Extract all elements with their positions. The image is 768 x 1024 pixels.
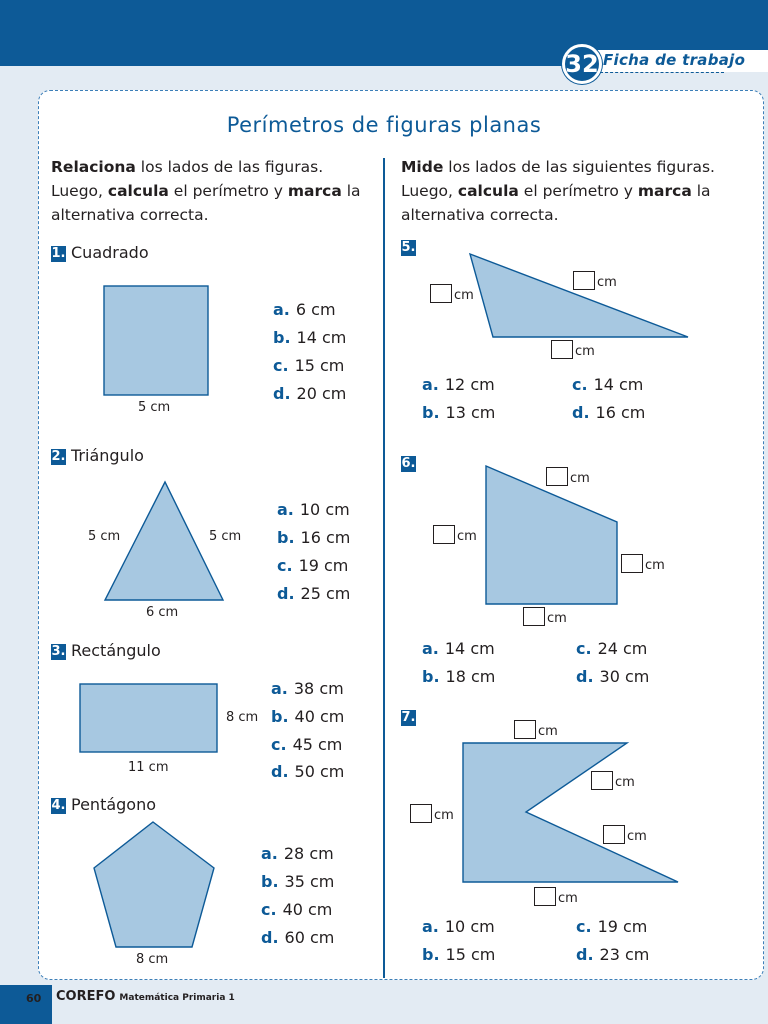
measure-input-group[interactable]: cm <box>523 607 567 626</box>
measure-input-box[interactable] <box>433 525 455 544</box>
answer-option[interactable]: b. 35 cm <box>261 872 335 891</box>
measure-input-group[interactable]: cm <box>433 525 477 544</box>
answer-option[interactable]: d. 60 cm <box>261 928 335 947</box>
exercise-number: 3. <box>51 644 66 659</box>
instr-text: los lados de las figuras. <box>135 158 324 176</box>
measure-input-group[interactable]: cm <box>514 720 558 739</box>
instr-text: Luego, <box>51 182 108 200</box>
side-measure: 6 cm <box>146 605 179 620</box>
publisher-name: COREFO <box>56 989 116 1004</box>
instr-keyword: marca <box>287 182 342 200</box>
side-measure: 8 cm <box>226 710 259 725</box>
exercise-number: 7. <box>401 710 416 725</box>
square-shape <box>104 286 208 395</box>
rectangle-shape <box>80 684 217 752</box>
answer-option[interactable]: b. 16 cm <box>277 528 351 547</box>
answer-option[interactable]: d. 16 cm <box>572 403 646 422</box>
answer-option[interactable]: a. 28 cm <box>261 844 334 863</box>
answer-option[interactable]: d. 50 cm <box>271 762 345 781</box>
exercise-number: 5. <box>401 240 416 255</box>
measure-input-box[interactable] <box>514 720 536 739</box>
sheet-label: Ficha de trabajo <box>603 51 746 69</box>
exercise-name: Pentágono <box>71 795 157 814</box>
answer-option[interactable]: c. 24 cm <box>576 639 648 658</box>
page-number: 60 <box>26 992 42 1005</box>
sheet-number-badge: 32 <box>562 44 602 84</box>
answer-option[interactable]: a. 14 cm <box>422 639 495 658</box>
answer-option[interactable]: d. 30 cm <box>576 667 650 686</box>
instr-keyword: calcula <box>457 182 519 200</box>
instr-text: Luego, <box>401 182 458 200</box>
instr-text: la <box>691 182 711 200</box>
answer-option[interactable]: c. 40 cm <box>261 900 333 919</box>
measure-input-group[interactable]: cm <box>591 771 635 790</box>
side-measure: 5 cm <box>138 400 171 415</box>
instr-text: el perímetro y <box>168 182 288 200</box>
answer-option[interactable]: a. 10 cm <box>277 500 350 519</box>
answer-option[interactable]: c. 45 cm <box>271 735 343 754</box>
exercise-number: 4. <box>51 798 66 813</box>
side-measure: 11 cm <box>128 760 169 775</box>
instr-text: el perímetro y <box>518 182 638 200</box>
measure-input-box[interactable] <box>410 804 432 823</box>
answer-option[interactable]: b. 15 cm <box>422 945 496 964</box>
measure-input-box[interactable] <box>546 467 568 486</box>
measure-input-group[interactable]: cm <box>430 284 474 303</box>
instr-text: alternativa correcta. <box>401 206 559 224</box>
measure-input-box[interactable] <box>534 887 556 906</box>
answer-option[interactable]: a. 38 cm <box>271 679 344 698</box>
figure-7-arrow-shape <box>463 743 678 882</box>
measure-input-box[interactable] <box>573 271 595 290</box>
side-measure: 5 cm <box>88 529 121 544</box>
exercise-name: Cuadrado <box>71 243 149 262</box>
instr-keyword: Relaciona <box>51 158 136 176</box>
figure-6-trapezoid-shape <box>486 466 617 604</box>
measure-input-group[interactable]: cm <box>621 554 665 573</box>
measure-input-box[interactable] <box>551 340 573 359</box>
measure-input-group[interactable]: cm <box>551 340 595 359</box>
instr-keyword: Mide <box>401 158 444 176</box>
answer-option[interactable]: d. 20 cm <box>273 384 347 403</box>
footer-text <box>56 989 235 1004</box>
book-title: Matemática Primaria 1 <box>119 993 235 1003</box>
answer-option[interactable]: b. 18 cm <box>422 667 496 686</box>
answer-option[interactable]: b. 13 cm <box>422 403 496 422</box>
instr-text: alternativa correcta. <box>51 206 209 224</box>
pentagon-shape <box>94 822 214 947</box>
measure-input-group[interactable]: cm <box>546 467 590 486</box>
figure-5-triangle-shape <box>470 254 688 337</box>
answer-option[interactable]: c. 15 cm <box>273 356 345 375</box>
exercise-name: Triángulo <box>71 446 144 465</box>
answer-option[interactable]: c. 19 cm <box>277 556 349 575</box>
exercise-number: 2. <box>51 449 66 464</box>
measure-input-box[interactable] <box>591 771 613 790</box>
answer-option[interactable]: b. 14 cm <box>273 328 347 347</box>
instr-text: los lados de las siguientes figuras. <box>443 158 715 176</box>
instr-text: la <box>341 182 361 200</box>
answer-option[interactable]: c. 14 cm <box>572 375 644 394</box>
instr-keyword: calcula <box>107 182 169 200</box>
measure-input-box[interactable] <box>523 607 545 626</box>
instr-keyword: marca <box>637 182 692 200</box>
answer-option[interactable]: d. 25 cm <box>277 584 351 603</box>
answer-option[interactable]: d. 23 cm <box>576 945 650 964</box>
exercise-number: 1. <box>51 246 66 261</box>
answer-option[interactable]: c. 19 cm <box>576 917 648 936</box>
measure-input-group[interactable]: cm <box>534 887 578 906</box>
answer-option[interactable]: b. 40 cm <box>271 707 345 726</box>
measure-input-group[interactable]: cm <box>410 804 454 823</box>
exercise-name: Rectángulo <box>71 641 161 660</box>
measure-input-box[interactable] <box>603 825 625 844</box>
measure-input-box[interactable] <box>621 554 643 573</box>
measure-input-group[interactable]: cm <box>603 825 647 844</box>
exercise-number: 6. <box>401 456 416 471</box>
measure-input-box[interactable] <box>430 284 452 303</box>
measure-input-group[interactable]: cm <box>573 271 617 290</box>
answer-option[interactable]: a. 10 cm <box>422 917 495 936</box>
answer-option[interactable]: a. 12 cm <box>422 375 495 394</box>
triangle-shape <box>105 482 223 600</box>
side-measure: 5 cm <box>209 529 242 544</box>
side-measure: 8 cm <box>136 952 169 967</box>
page-title: Perímetros de figuras planas <box>226 113 542 137</box>
answer-option[interactable]: a. 6 cm <box>273 300 336 319</box>
